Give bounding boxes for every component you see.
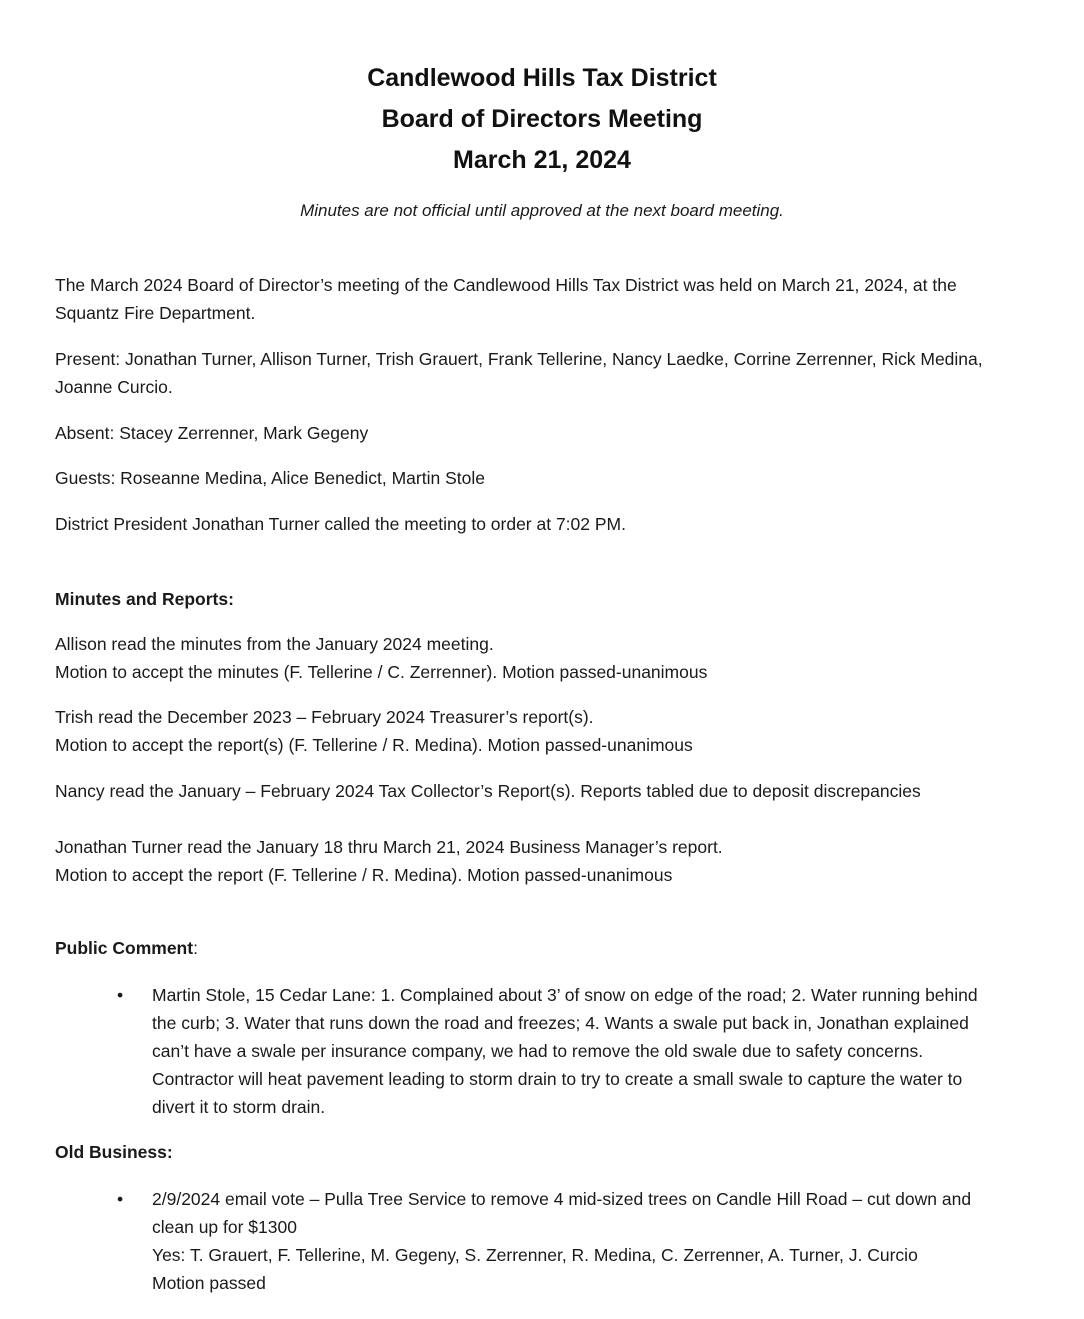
paragraph-line: Martin Stole, 15 Cedar Lane: 1. Complained about 3’ of snow on edge of the road; 2. Water running behind [152,985,978,1005]
paragraph-line: Motion to accept the report (F. Tellerine / R. Medina). Motion passed-unanimous [55,865,673,885]
old-business-heading: Old Business: [55,1142,173,1162]
meeting-held-paragraph [55,271,1030,327]
public-comment-item [152,981,1032,1121]
paragraph-line: Present: Jonathan Turner, Allison Turner, Trish Grauert, Frank Tellerine, Nancy Laedke, Corrine Zerrenner, Rick Medina, [55,349,983,369]
present-paragraph [55,345,1030,401]
title-block [0,58,1084,181]
paragraph-line: Joanne Curcio. [55,377,173,397]
paragraph-line: Yes: T. Grauert, F. Tellerine, M. Gegeny, S. Zerrenner, R. Medina, C. Zerrenner, A. Turner, J. Curcio [152,1245,918,1265]
heading-colon: : [193,938,198,958]
meeting-name: Board of Directors Meeting [381,105,703,133]
paragraph-line: 2/9/2024 email vote – Pulla Tree Service to remove 4 mid-sized trees on Candle Hill Road – cut down and [152,1189,972,1209]
paragraph-line: Squantz Fire Department. [55,303,256,323]
meeting-date: March 21, 2024 [453,146,631,174]
paragraph-line: can’t have a swale per insurance company, we had to remove the old swale due to safety concerns. [152,1041,924,1061]
public-comment-heading [55,934,198,962]
document-title: Candlewood Hills Tax District [367,64,717,92]
treasurer-paragraph [55,703,1030,759]
paragraph-line: the curb; 3. Water that runs down the road and freezes; 4. Wants a swale put back in, Jonathan explained [152,1013,969,1033]
paragraph-line: clean up for $1300 [152,1217,297,1237]
paragraph-line: The March 2024 Board of Director’s meeting of the Candlewood Hills Tax District was held on March 21, 2024, at the [55,275,957,295]
paragraph-line: Motion to accept the minutes (F. Tellerine / C. Zerrenner). Motion passed-unanimous [55,662,708,682]
absent-paragraph: Absent: Stacey Zerrenner, Mark Gegeny [55,423,369,443]
business-manager-paragraph [55,833,1030,889]
tax-collector-paragraph: Nancy read the January – February 2024 Tax Collector’s Report(s). Reports tabled due to deposit discrepancies [55,781,921,801]
paragraph-line: divert it to storm drain. [152,1097,326,1117]
old-business-item [152,1185,1032,1297]
paragraph-line: Contractor will heat pavement leading to storm drain to try to create a small swale to capture the water to [152,1069,963,1089]
paragraph-line: Trish read the December 2023 – February 2024 Treasurer’s report(s). [55,707,594,727]
call-to-order-paragraph: District President Jonathan Turner called the meeting to order at 7:02 PM. [55,514,626,534]
bullet-icon: • [117,1189,124,1209]
heading-text: Public Comment [55,938,194,958]
minutes-reports-heading: Minutes and Reports: [55,589,234,609]
minutes-paragraph [55,630,1030,686]
paragraph-line: Motion passed [152,1273,266,1293]
paragraph-line: Jonathan Turner read the January 18 thru March 21, 2024 Business Manager’s report. [55,837,723,857]
paragraph-line: Allison read the minutes from the January 2024 meeting. [55,634,494,654]
guests-paragraph: Guests: Roseanne Medina, Alice Benedict, Martin Stole [55,468,485,488]
disclaimer-note: Minutes are not official until approved at the next board meeting. [300,201,784,220]
bullet-icon: • [117,985,124,1005]
paragraph-line: Motion to accept the report(s) (F. Tellerine / R. Medina). Motion passed-unanimous [55,735,693,755]
